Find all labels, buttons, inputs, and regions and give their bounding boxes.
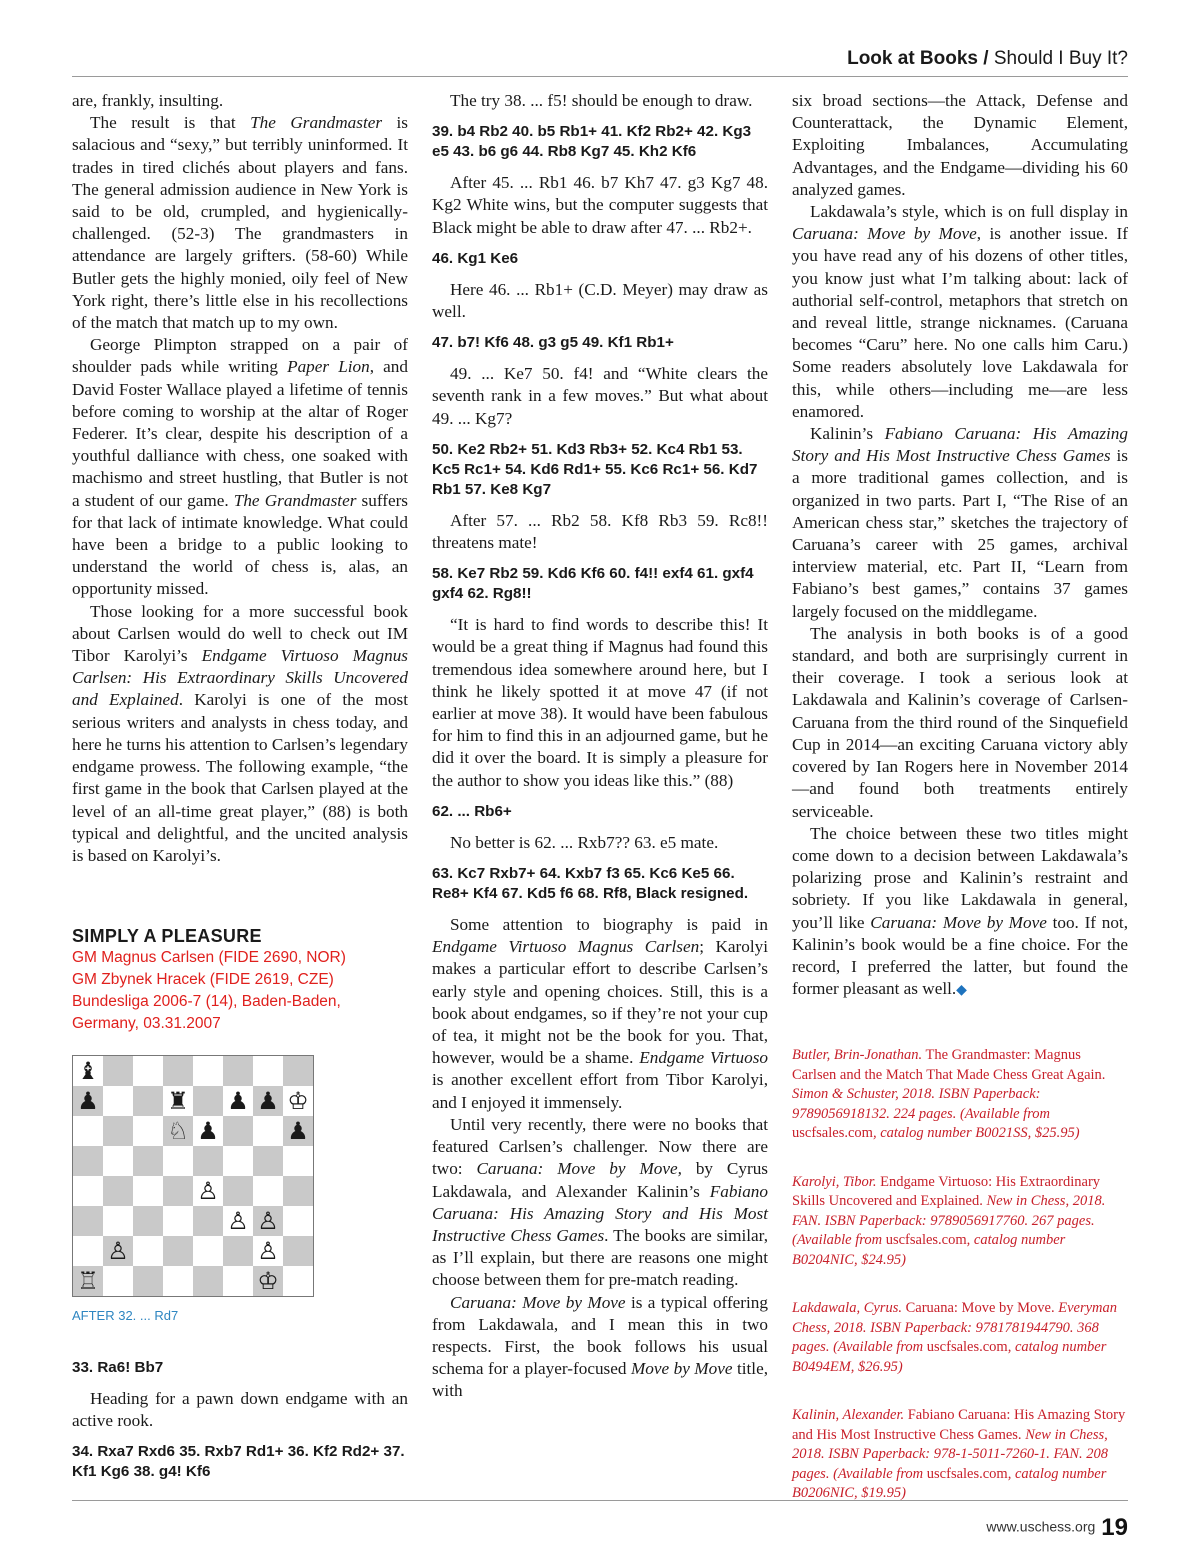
- board-square: [283, 1206, 313, 1236]
- board-square: [163, 1236, 193, 1266]
- move-text: 47. b7! Kf6 48. g3 g5 49. Kf1 Rb1+: [432, 334, 674, 352]
- chess-piece-square: ♝: [73, 1056, 103, 1086]
- header-rule: [72, 76, 1128, 77]
- board-square: [163, 1146, 193, 1176]
- board-square: [103, 1056, 133, 1086]
- board-square: [133, 1086, 163, 1116]
- book-reference: Lakdawala, Cyrus. Caruana: Move by Move. Everyman Chess, 2018. ISBN Paperback: 9781781944790. 368 pages. (Available from uscfsales.com, catalog number B0494EM, $26.95): [792, 1300, 1117, 1375]
- chess-piece-square: ♟: [223, 1086, 253, 1116]
- paragraph: Those looking for a more successful book about Carlsen would do well to check out IM Tibor Karolyi’s Endgame Virtuoso Magnus Carlsen: His Extraordinary Skills Uncovered and Explained. Karolyi is one of the most serious writers and analysts in chess today, and here he turns his attention to Carlsen’s legendary endgame prowess. The following example, “the first game in the book that Carlsen played at the level of an all-time great player,” (88) is both typical and delightful, and the uncited analysis is based on Karolyi’s.: [72, 601, 408, 865]
- board-square: [73, 1116, 103, 1146]
- paragraph: Lakdawala’s style, which is on full display in Caruana: Move by Move, is another issue. If you have read any of his dozens of other titles, you know just what I’m talking about: lack of authorial self-control, metaphors that stretch on and reveal little, strange nicknames. (Caruana becomes “Caru” here. No one calls him Caru.) Some readers absolutely love Lakdawala for this, while others—including me—are less enamored.: [792, 202, 1128, 421]
- board-square: [193, 1146, 223, 1176]
- board-square: [73, 1146, 103, 1176]
- paragraph: Some attention to biography is paid in Endgame Virtuoso Magnus Carlsen; Karolyi makes a particular effort to describe Carlsen’s early style and opening choices. Still, this is a book about endgames, so if they’re not your cup of tea, it might not be the book for you. That, however, would be a shame. Endgame Virtuoso is another excellent effort from Tibor Karolyi, and I enjoyed it immensely.: [432, 915, 768, 1112]
- board-square: [253, 1056, 283, 1086]
- board-square: [223, 1176, 253, 1206]
- paragraph: Heading for a pawn down endgame with an active rook.: [72, 1388, 408, 1430]
- board-square: [103, 1176, 133, 1206]
- move-text: 39. b4 Rb2 40. b5 Rb1+ 41. Kf2 Rb2+ 42. Kg3 e5 43. b6 g6 44. Rb8 Kg7 45. Kh2 Kf6: [432, 123, 752, 161]
- board-square: [223, 1236, 253, 1266]
- book-reference: Kalinin, Alexander. Fabiano Caruana: His Amazing Story and His Most Instructive Chess Games. New in Chess, 2018. ISBN Paperback: 978-1-5011-7260-1. FAN. 208 pages. (Available from uscfsales.com, catalog number B0206NIC, $19.95): [792, 1407, 1126, 1502]
- sales-link[interactable]: uscfsales.com: [926, 1465, 1008, 1482]
- move-text: 34. Rxa7 Rxd6 35. Rxb7 Rd1+ 36. Kf2 Rd2+ 37. Kf1 Kg6 38. g4! Kf6: [72, 1442, 405, 1480]
- board-square: [223, 1056, 253, 1086]
- move-text: 58. Ke7 Rb2 59. Kd6 Kf6 60. f4!! exf4 61. gxf4 gxf4 62. Rg8!!: [432, 565, 754, 603]
- chess-piece-square: ♙: [103, 1236, 133, 1266]
- footer-rule: [72, 1500, 1128, 1501]
- move-text: 33. Ra6! Bb7: [72, 1358, 164, 1376]
- board-square: [133, 1176, 163, 1206]
- chess-piece-square: ♖: [73, 1266, 103, 1296]
- move-text: 46. Kg1 Ke6: [432, 249, 519, 267]
- sales-link[interactable]: uscfsales.com: [792, 1125, 873, 1142]
- column-2: [432, 90, 768, 1403]
- paragraph: The result is that The Grandmaster is salacious and “sexy,” but terribly uninformed. It trades in tired clichés about players and fans. The general admission audience in New York is said to be old, crumpled, and hygienically-challenged. (52-3) The grandmasters in attendance are largely grifters. (58-60) While Butler gets the highly monied, oily feel of New York right, there’s little else in his recollections of the match that match up to my own.: [72, 113, 408, 333]
- board-square: [223, 1116, 253, 1146]
- board-square: [163, 1176, 193, 1206]
- paragraph: six broad sections—the Attack, Defense and Counterattack, the Dynamic Element, Exploiting Imbalances, Accumulating Advantages, and the Endgame—dividing his 60 analyzed games.: [792, 91, 1128, 199]
- site-url[interactable]: www.uschess.org: [986, 1518, 1096, 1535]
- page-header: [72, 48, 1128, 76]
- paragraph: After 45. ... Rb1 46. b7 Kh7 47. g3 Kg7 48. Kg2 White wins, but the computer suggests that Black might be able to draw after 47. ... Rb2+.: [432, 173, 768, 237]
- board-square: [253, 1176, 283, 1206]
- chess-piece-square: ♟: [253, 1086, 283, 1116]
- board-square: [163, 1266, 193, 1296]
- paragraph: are, frankly, insulting.: [72, 91, 224, 110]
- board-square: [193, 1206, 223, 1236]
- move-text: 63. Kc7 Rxb7+ 64. Kxb7 f3 65. Kc6 Ke5 66. Re8+ Kf4 67. Kd5 f6 68. Rf8, Black resigned.: [432, 865, 749, 903]
- chess-piece-square: ♙: [253, 1206, 283, 1236]
- quote-paragraph: “It is hard to find words to describe this! It would be a great thing if Magnus had found this tremendous idea somewhere around here, but I think he likely spotted it at move 47 (if not earlier at move 38). It would have been fabulous for him to find this in an adjourned game, but he did it over the board. It is simply a pleasure for the author to show you ideas like this.” (88): [432, 615, 768, 790]
- board-square: [133, 1056, 163, 1086]
- chess-diagram: [72, 1055, 314, 1297]
- game-black-player: GM Zbynek Hracek (FIDE 2619, CZE): [72, 971, 334, 989]
- board-square: [223, 1266, 253, 1296]
- board-square: [253, 1116, 283, 1146]
- sales-link[interactable]: uscfsales.com: [885, 1232, 967, 1249]
- chess-piece-square: ♙: [193, 1176, 223, 1206]
- board-square: [133, 1266, 163, 1296]
- board-square: [73, 1176, 103, 1206]
- board-square: [283, 1056, 313, 1086]
- game-title: SIMPLY A PLEASURE: [72, 926, 262, 947]
- board-square: [133, 1206, 163, 1236]
- board-square: [193, 1236, 223, 1266]
- board-square: [103, 1206, 133, 1236]
- board-square: [283, 1176, 313, 1206]
- book-reference: Butler, Brin-Jonathan. The Grandmaster: Magnus Carlsen and the Match That Made Chess Great Again. Simon & Schuster, 2018. ISBN Paperback: 9789056918132. 224 pages. (Available from uscfsales.com, catalog number B0021SS, $25.95): [792, 1047, 1106, 1142]
- board-square: [133, 1116, 163, 1146]
- board-square: [193, 1056, 223, 1086]
- game-white-player: GM Magnus Carlsen (FIDE 2690, NOR): [72, 949, 346, 967]
- sales-link[interactable]: uscfsales.com: [926, 1339, 1008, 1356]
- chess-piece-square: ♙: [223, 1206, 253, 1236]
- chess-piece-square: ♔: [283, 1086, 313, 1116]
- section-title: Look at Books: [847, 48, 978, 69]
- paragraph: Caruana: Move by Move is a typical offering from Lakdawala, and I mean this in two respects. First, the book follows his usual schema for a player-focused Move by Move title, with: [432, 1292, 768, 1401]
- move-text: 50. Ke2 Rb2+ 51. Kd3 Rb3+ 52. Kc4 Rb1 53. Kc5 Rc1+ 54. Kd6 Rd1+ 55. Kc6 Rc1+ 56. Kd7 Rb1 57. Ke8 Kg7: [432, 440, 758, 498]
- board-square: [193, 1086, 223, 1116]
- paragraph: No better is 62. ... Rxb7?? 63. e5 mate.: [450, 832, 719, 852]
- board-square: [253, 1146, 283, 1176]
- game-event: Bundesliga 2006-7 (14), Baden-Baden, Germany, 03.31.2007: [72, 993, 341, 1033]
- chess-piece-square: ♟: [283, 1116, 313, 1146]
- board-square: [103, 1266, 133, 1296]
- paragraph: Until very recently, there were no books that featured Carlsen’s challenger. Now there are two: Caruana: Move by Move, by Cyrus Lakdawala, and Alexander Kalinin’s Fabiano Caruana: His Amazing Story and His Most Instructive Chess Games. The books are similar, as I’ll explain, but there are reasons one might choose between them for pre-match reading.: [432, 1114, 768, 1290]
- board-square: [223, 1146, 253, 1176]
- chess-piece-square: ♟: [73, 1086, 103, 1116]
- board-square: [163, 1056, 193, 1086]
- end-mark-icon: ◆: [956, 983, 967, 999]
- board-square: [163, 1206, 193, 1236]
- board-square: [73, 1206, 103, 1236]
- column-1: [72, 90, 408, 1492]
- move-text: 62. ... Rb6+: [432, 802, 512, 820]
- chess-piece-square: ♙: [253, 1236, 283, 1266]
- board-square: [133, 1236, 163, 1266]
- column-3: [792, 90, 1128, 1533]
- board-square: [103, 1146, 133, 1176]
- board-square: [193, 1266, 223, 1296]
- chess-piece-square: ♔: [253, 1266, 283, 1296]
- paragraph: The choice between these two titles might come down to a decision between Lakdawala’s polarizing prose and Kalinin’s restraint and sobriety. If you like Lakdawala in general, you’ll like Caruana: Move by Move too. If not, Kalinin’s book would be a fine choice. For the record, I preferred the latter, but found the former pleasant as well.◆: [792, 823, 1128, 999]
- paragraph: The try 38. ... f5! should be enough to draw.: [450, 91, 753, 110]
- paragraph: Here 46. ... Rb1+ (C.D. Meyer) may draw as well.: [432, 279, 768, 322]
- section-subtitle: Should I Buy It?: [993, 48, 1128, 69]
- paragraph: 49. ... Ke7 50. f4! and “White clears the seventh rank in a few moves.” But what about 49. ... Kg7?: [432, 364, 768, 428]
- paragraph: The analysis in both books is of a good standard, and both are surprisingly current in their coverage. I took a serious look at Lakdawala and Kalinin’s coverage of Carlsen-Caruana from the third round of the Sinquefield Cup in 2014—an exciting Caruana victory ably covered by Ian Rogers here in November 2014—and found both treatments entirely serviceable.: [792, 623, 1128, 821]
- board-square: [103, 1086, 133, 1116]
- page-number: 19: [1101, 1514, 1128, 1541]
- book-reference: Karolyi, Tibor. Endgame Virtuoso: His Extraordinary Skills Uncovered and Explained. New in Chess, 2018. FAN. ISBN Paperback: 9789056917760. 267 pages. (Available from uscfsales.com, catalog number B0204NIC, $24.95): [792, 1173, 1106, 1268]
- header-separator: /: [978, 48, 994, 69]
- board-square: [283, 1266, 313, 1296]
- board-square: [73, 1236, 103, 1266]
- diagram-caption: AFTER 32. ... Rd7: [72, 1308, 179, 1324]
- paragraph: After 57. ... Rb2 58. Kf8 Rb3 59. Rc8!! threatens mate!: [432, 510, 768, 553]
- board-square: [283, 1236, 313, 1266]
- chess-piece-square: ♘: [163, 1116, 193, 1146]
- board-square: [283, 1146, 313, 1176]
- board-square: [103, 1116, 133, 1146]
- page-footer: [986, 1514, 1128, 1542]
- paragraph: George Plimpton strapped on a pair of shoulder pads while writing Paper Lion, and David Foster Wallace played a lifetime of tennis before coming to worship at the altar of Roger Federer. It’s clear, despite his description of a youthful dalliance with chess, one soaked with machismo and street hustling, that Butler is not a student of our game. The Grandmaster suffers for that lack of intimate knowledge. What could have been a bridge to a public looking to understand the world of chess is, alas, an opportunity missed.: [72, 335, 408, 599]
- paragraph: Kalinin’s Fabiano Caruana: His Amazing Story and His Most Instructive Chess Games is a more traditional games collection, and is organized in two parts. Part I, “The Rise of an American chess star,” sketches the trajectory of Caruana’s career with 25 games, archival interview material, etc. Part II, “Learn from Fabiano’s best games,” contains 37 games largely focused on the middlegame.: [792, 424, 1128, 621]
- chess-piece-square: ♜: [163, 1086, 193, 1116]
- board-square: [133, 1146, 163, 1176]
- book-references: [792, 1046, 1128, 1504]
- chess-piece-square: ♟: [193, 1116, 223, 1146]
